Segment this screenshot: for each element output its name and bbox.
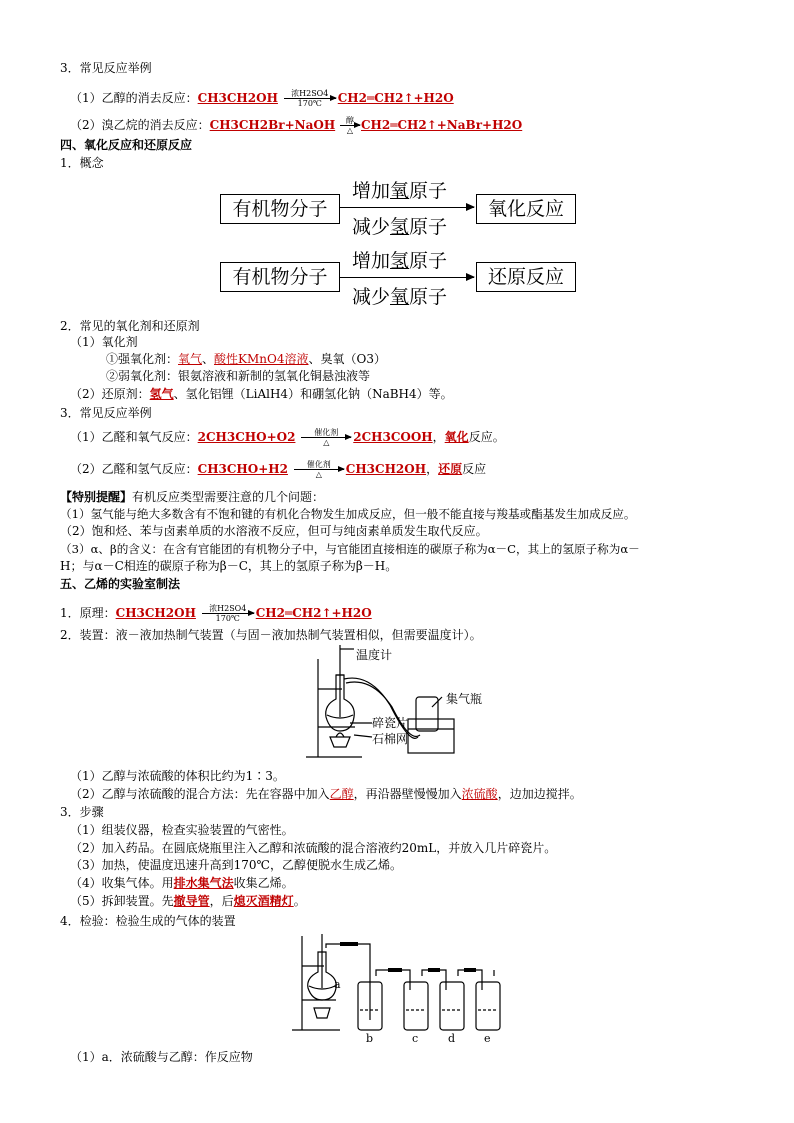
tip-3: （3）α、β的含义：在含有官能团的有机物分子中，与官能团直接相连的碳原子称为α－C，其上的氢原子称为α－	[60, 542, 640, 556]
reactant: CH3CH2Br+NaOH	[209, 118, 336, 132]
reaction-label: （1）乙醇的消去反应：	[70, 91, 198, 105]
s4-heading: 四、氧化反应和还原反应	[60, 138, 193, 152]
label-gas-bottle: 集气瓶	[446, 692, 483, 706]
reaction-bromoethane-elimination	[70, 116, 522, 135]
arrowhead	[466, 273, 475, 281]
reaction-arrow	[301, 428, 351, 447]
volume-ratio: （1）乙醇与浓硫酸的体积比约为1∶3。	[70, 769, 285, 783]
step-3: （3）加热，使温度迅速升高到170℃，乙醇便脱水生成乙烯。	[70, 858, 402, 872]
condition-top: 催化剂	[314, 428, 339, 437]
box-reduction: 还原反应	[476, 262, 576, 292]
reaction-ethanol-elimination	[70, 89, 454, 108]
strong-oxidants: ①强氧化剂：氧气、酸性KMnO4溶液、臭氧（O3）	[106, 352, 386, 366]
step-1: （1）组装仪器，检查实验装置的气密性。	[70, 823, 294, 837]
condition-bottom: △	[315, 470, 322, 479]
condition-bottom: 170℃	[297, 99, 322, 108]
label-asbestos-gauze: 石棉网	[372, 732, 409, 746]
label-add-oxygen: 增加氧原子	[352, 180, 448, 202]
step-4: （4）收集气体。用排水集气法收集乙烯。	[70, 876, 294, 890]
reactant: CH3CH2OH	[197, 91, 278, 105]
condition-top: 醇	[346, 116, 354, 125]
label-remove-hydrogen: 减少氢原子	[352, 216, 448, 238]
reaction-label: （2）溴乙烷的消去反应：	[70, 118, 210, 132]
label-b: b	[366, 1032, 374, 1045]
reaction-arrow	[202, 604, 254, 623]
reaction-acetaldehyde-hydrogen: （2）乙醛和氢气反应：CH3CHO+H2 催化剂 △ CH3CH2OH，还原反应	[70, 460, 487, 479]
label-porcelain-chips: 碎瓷片	[372, 716, 409, 730]
product: CH2═CH2↑+NaBr+H2O	[361, 118, 523, 132]
reagent-note-a: （1）a．浓硫酸与乙醇：作反应物	[70, 1050, 253, 1064]
ethylene-test-apparatus-figure	[290, 930, 505, 1045]
condition-bottom: △	[323, 438, 330, 447]
tip-2: （2）饱和烃、苯与卤素单质的水溶液不反应，但可与纯卤素单质发生取代反应。	[60, 524, 488, 538]
oxidant-heading: （1）氧化剂	[70, 335, 138, 349]
steps-heading: 3．步骤	[60, 805, 104, 819]
reaction-arrow	[284, 89, 336, 108]
label-d: d	[448, 1032, 456, 1045]
ethylene-apparatus-figure	[300, 645, 510, 760]
reaction-arrow	[340, 116, 360, 135]
step-5: （5）拆卸装置。先撤导管，后熄灭酒精灯。	[70, 894, 306, 908]
reaction-arrow	[294, 460, 344, 479]
tip-3b: H；与α－C相连的碳原子称为β－C，其上的氢原子称为β－H。	[60, 559, 398, 573]
label-a: a	[334, 978, 341, 991]
principle: 1．原理：CH3CH2OH 浓H2SO4 170℃ CH2═CH2↑+H2O	[60, 604, 372, 623]
arrow-oxidation	[340, 207, 474, 208]
device-description: 2．装置：液－液加热制气装置（与固－液加热制气装置相似，但需要温度计）。	[60, 628, 482, 642]
reaction-acetaldehyde-oxygen: （1）乙醛和氧气反应：2CH3CHO+O2 催化剂 △ 2CH3COOH，氧化反应。	[70, 428, 505, 447]
arrowhead	[466, 203, 475, 211]
condition-top: 浓H2SO4	[209, 604, 247, 613]
agents-heading: 2．常见的氧化剂和还原剂	[60, 319, 200, 333]
label-add-hydrogen: 增加氢原子	[352, 250, 448, 272]
arrow-reduction	[340, 277, 474, 278]
label-thermometer: 温度计	[356, 648, 393, 662]
concept-heading: 1．概念	[60, 156, 104, 170]
step-2: （2）加入药品。在圆底烧瓶里注入乙醇和浓硫酸的混合溶液约20mL，并放入几片碎瓷片。	[70, 841, 557, 855]
condition-bottom: 170℃	[215, 614, 240, 623]
mixing-method: （2）乙醇与浓硫酸的混合方法：先在容器中加入乙醇，再沿器壁慢慢加入浓硫酸，边加边搅拌。	[70, 787, 582, 801]
tip-1: （1）氢气能与绝大多数含有不饱和键的有机化合物发生加成反应，但一般不能直接与羧基或酯基发生加成反应。	[60, 507, 636, 521]
test-heading: 4．检验：检验生成的气体的装置	[60, 914, 236, 928]
box-organic-molecule-2: 有机物分子	[220, 262, 340, 292]
reductants: （2）还原剂：氢气、氢化铝锂（LiAlH4）和硼氢化钠（NaBH4）等。	[70, 387, 453, 401]
weak-oxidants: ②弱氧化剂：银氨溶液和新制的氢氧化铜悬浊液等	[106, 369, 371, 383]
s5-heading: 五、乙烯的实验室制法	[60, 577, 181, 591]
examples-heading: 3．常见反应举例	[60, 406, 152, 420]
s3-heading: 3．常见反应举例	[60, 61, 152, 75]
condition-top: 催化剂	[306, 460, 331, 469]
box-organic-molecule: 有机物分子	[220, 194, 340, 224]
condition-top: 浓H2SO4	[291, 89, 329, 98]
label-e: e	[484, 1032, 491, 1045]
box-oxidation: 氧化反应	[476, 194, 576, 224]
label-c: c	[412, 1032, 419, 1045]
tip-title: 【特别提醒】有机反应类型需要注意的几个问题：	[60, 490, 325, 504]
label-remove-oxygen: 减少氧原子	[352, 286, 448, 308]
condition-bottom: △	[346, 126, 354, 135]
product: CH2═CH2↑+H2O	[337, 91, 454, 105]
